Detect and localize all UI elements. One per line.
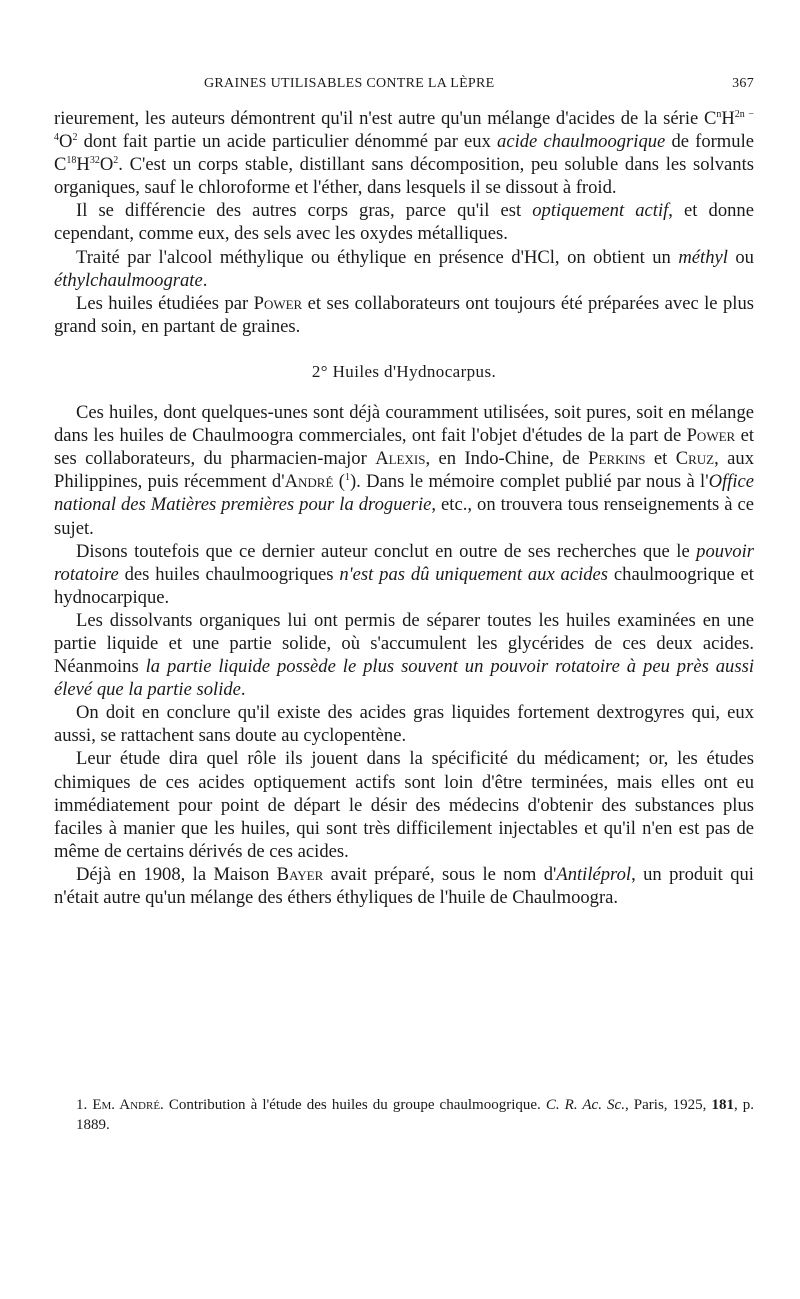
italic-term: Office national des Matières premières pour la droguerie bbox=[54, 471, 755, 516]
paragraph bbox=[54, 107, 754, 199]
text-run: chaulmoogrique et hydnocarpique. bbox=[54, 563, 754, 608]
company-name: Bayer bbox=[276, 863, 324, 885]
text-run: ). Dans le mémoire complet publié par nous à l' bbox=[349, 471, 709, 493]
author-name: Alexis bbox=[375, 448, 426, 470]
footnote bbox=[54, 1095, 754, 1135]
text-run: O bbox=[59, 131, 73, 153]
superscript: 2n − 4 bbox=[54, 109, 755, 144]
text-run: . bbox=[240, 679, 246, 701]
superscript: 2 bbox=[72, 132, 78, 144]
text-run: Les huiles étudiées par bbox=[76, 292, 254, 314]
text-run: . Contribution à l'étude des huiles du groupe chaulmoogrique. bbox=[160, 1097, 546, 1113]
text-run: H bbox=[76, 154, 90, 176]
footnote-entry bbox=[54, 1095, 754, 1135]
section-heading: 2° Huiles d'Hydnocarpus. bbox=[311, 361, 497, 381]
superscript: 2 bbox=[113, 155, 119, 167]
author-name: Perkins bbox=[588, 448, 646, 470]
italic-term: pouvoir rotatoire bbox=[54, 540, 754, 585]
paragraph bbox=[54, 863, 754, 909]
text-run: ou bbox=[727, 246, 754, 268]
author-name: Power bbox=[686, 425, 736, 447]
text-run: dont fait partie un acide particulier dénommé par eux bbox=[77, 131, 498, 153]
page-number: 367 bbox=[732, 76, 754, 91]
text-run: des huiles chaulmoogriques bbox=[118, 563, 340, 585]
text-run: On doit en conclure qu'il existe des acides gras liquides fortement dextrogyres qui, eux aussi, se rattachent sans doute au cyclopentène. bbox=[54, 702, 754, 747]
text-run: , en Indo-Chine, de bbox=[425, 448, 589, 470]
author-name: André bbox=[284, 471, 334, 493]
text-run: . C'est un corps stable, distillant sans décomposition, peu soluble dans les solvants organiques, sauf le chloroforme et l'éther, dans lesquels il se dissout à froid. bbox=[54, 154, 754, 199]
journal-name: C. R. Ac. Sc. bbox=[545, 1097, 625, 1113]
author-name: Cruz bbox=[675, 448, 715, 470]
footnote-number: 1. bbox=[76, 1097, 88, 1113]
running-header bbox=[54, 76, 754, 98]
text-run: , Paris, 1925, bbox=[624, 1097, 712, 1113]
text-run: et ses collaborateurs, du pharmacien-major bbox=[54, 425, 754, 470]
paragraph bbox=[54, 747, 754, 862]
text-run: Les dissolvants organiques lui ont permis de séparer toutes les huiles examinées en une partie liquide et une partie solide, où s'accumulent les glycérides de ces deux acides. Néanmoins bbox=[54, 609, 754, 678]
italic-term: n'est pas dû uniquement aux acides bbox=[339, 563, 609, 585]
italic-term: éthylchaulmoograte bbox=[54, 269, 203, 291]
italic-term: optiquement actif bbox=[532, 200, 669, 222]
text-run: et ses collaborateurs ont toujours été préparées avec le plus grand soin, en partant de graines. bbox=[54, 292, 754, 337]
paragraph bbox=[54, 199, 754, 245]
superscript: 32 bbox=[89, 155, 100, 167]
text-run: , etc., on trouvera tous renseignements à ce sujet. bbox=[54, 494, 754, 539]
text-run: , aux Philippines, puis récemment d' bbox=[54, 448, 754, 493]
text-run: et bbox=[645, 448, 676, 470]
text-run: Disons toutefois que ce dernier auteur conclut en outre de ses recherches que le bbox=[76, 540, 697, 562]
text-run: O bbox=[99, 154, 114, 176]
author-name: Power bbox=[253, 292, 303, 314]
text-run: ( bbox=[333, 471, 345, 493]
footnote-ref: 1 bbox=[344, 472, 350, 484]
paragraph bbox=[54, 246, 754, 292]
italic-term: la partie liquide possède le plus souvent un pouvoir rotatoire à peu près aussi élevé que la partie solide bbox=[54, 656, 754, 701]
text-run: Ces huiles, dont quelques-unes sont déjà couramment utilisées, soit pures, soit en mélange dans les huiles de Chaulmoogra commerciales, ont fait l'objet d'études de la part de bbox=[54, 402, 754, 447]
italic-term: acide chaulmoogrique bbox=[497, 131, 666, 153]
text-run: H bbox=[721, 108, 735, 129]
paragraph bbox=[54, 401, 754, 540]
text-run: Il se différencie des autres corps gras, parce qu'il est bbox=[76, 200, 533, 222]
text-run: Leur étude dira quel rôle ils jouent dans la spécificité du médicament; or, les études chimiques de ces acides optiquement actifs sont loin d'être terminées, mais elles ont eu immédiatement pour point de départ le désir des médecins d'obtenir des substances plus faciles à manier que les huiles, qui sont très difficilement injectables et qu'il n'en est pas de même de certains dérivés de ces acides. bbox=[54, 748, 754, 862]
text-run: de formule C bbox=[54, 131, 754, 176]
running-title: GRAINES UTILISABLES CONTRE LA LÈPRE bbox=[204, 76, 495, 91]
text-run: Traité par l'alcool méthylique ou éthylique en présence d'HCl, on obtient un bbox=[76, 246, 679, 268]
paragraph bbox=[54, 540, 754, 609]
paragraph bbox=[54, 292, 754, 338]
paragraph bbox=[54, 701, 754, 747]
paragraph bbox=[54, 609, 754, 701]
italic-term: Antiléprol bbox=[556, 863, 632, 885]
text-run: avait préparé, sous le nom d' bbox=[323, 863, 557, 885]
main-text bbox=[54, 107, 754, 909]
italic-term: méthyl bbox=[678, 246, 728, 268]
text-run: rieurement, les auteurs démontrent qu'il n'est autre qu'un mélange d'acides de la série C bbox=[54, 108, 717, 129]
author-name: Em. André bbox=[92, 1097, 161, 1113]
text-run: Déjà en 1908, la Maison bbox=[76, 863, 277, 885]
text-run: , p. 1889. bbox=[76, 1097, 755, 1133]
text-run: , un produit qui n'était autre qu'un mélange des éthers éthyliques de l'huile de Chaulmoogra. bbox=[54, 863, 754, 908]
volume-number: 181 bbox=[711, 1097, 734, 1113]
superscript: 18 bbox=[66, 155, 77, 167]
text-run: , et donne cependant, comme eux, des sels avec les oxydes métalliques. bbox=[54, 200, 754, 245]
superscript: n bbox=[716, 109, 722, 120]
text-run: . bbox=[202, 269, 208, 291]
